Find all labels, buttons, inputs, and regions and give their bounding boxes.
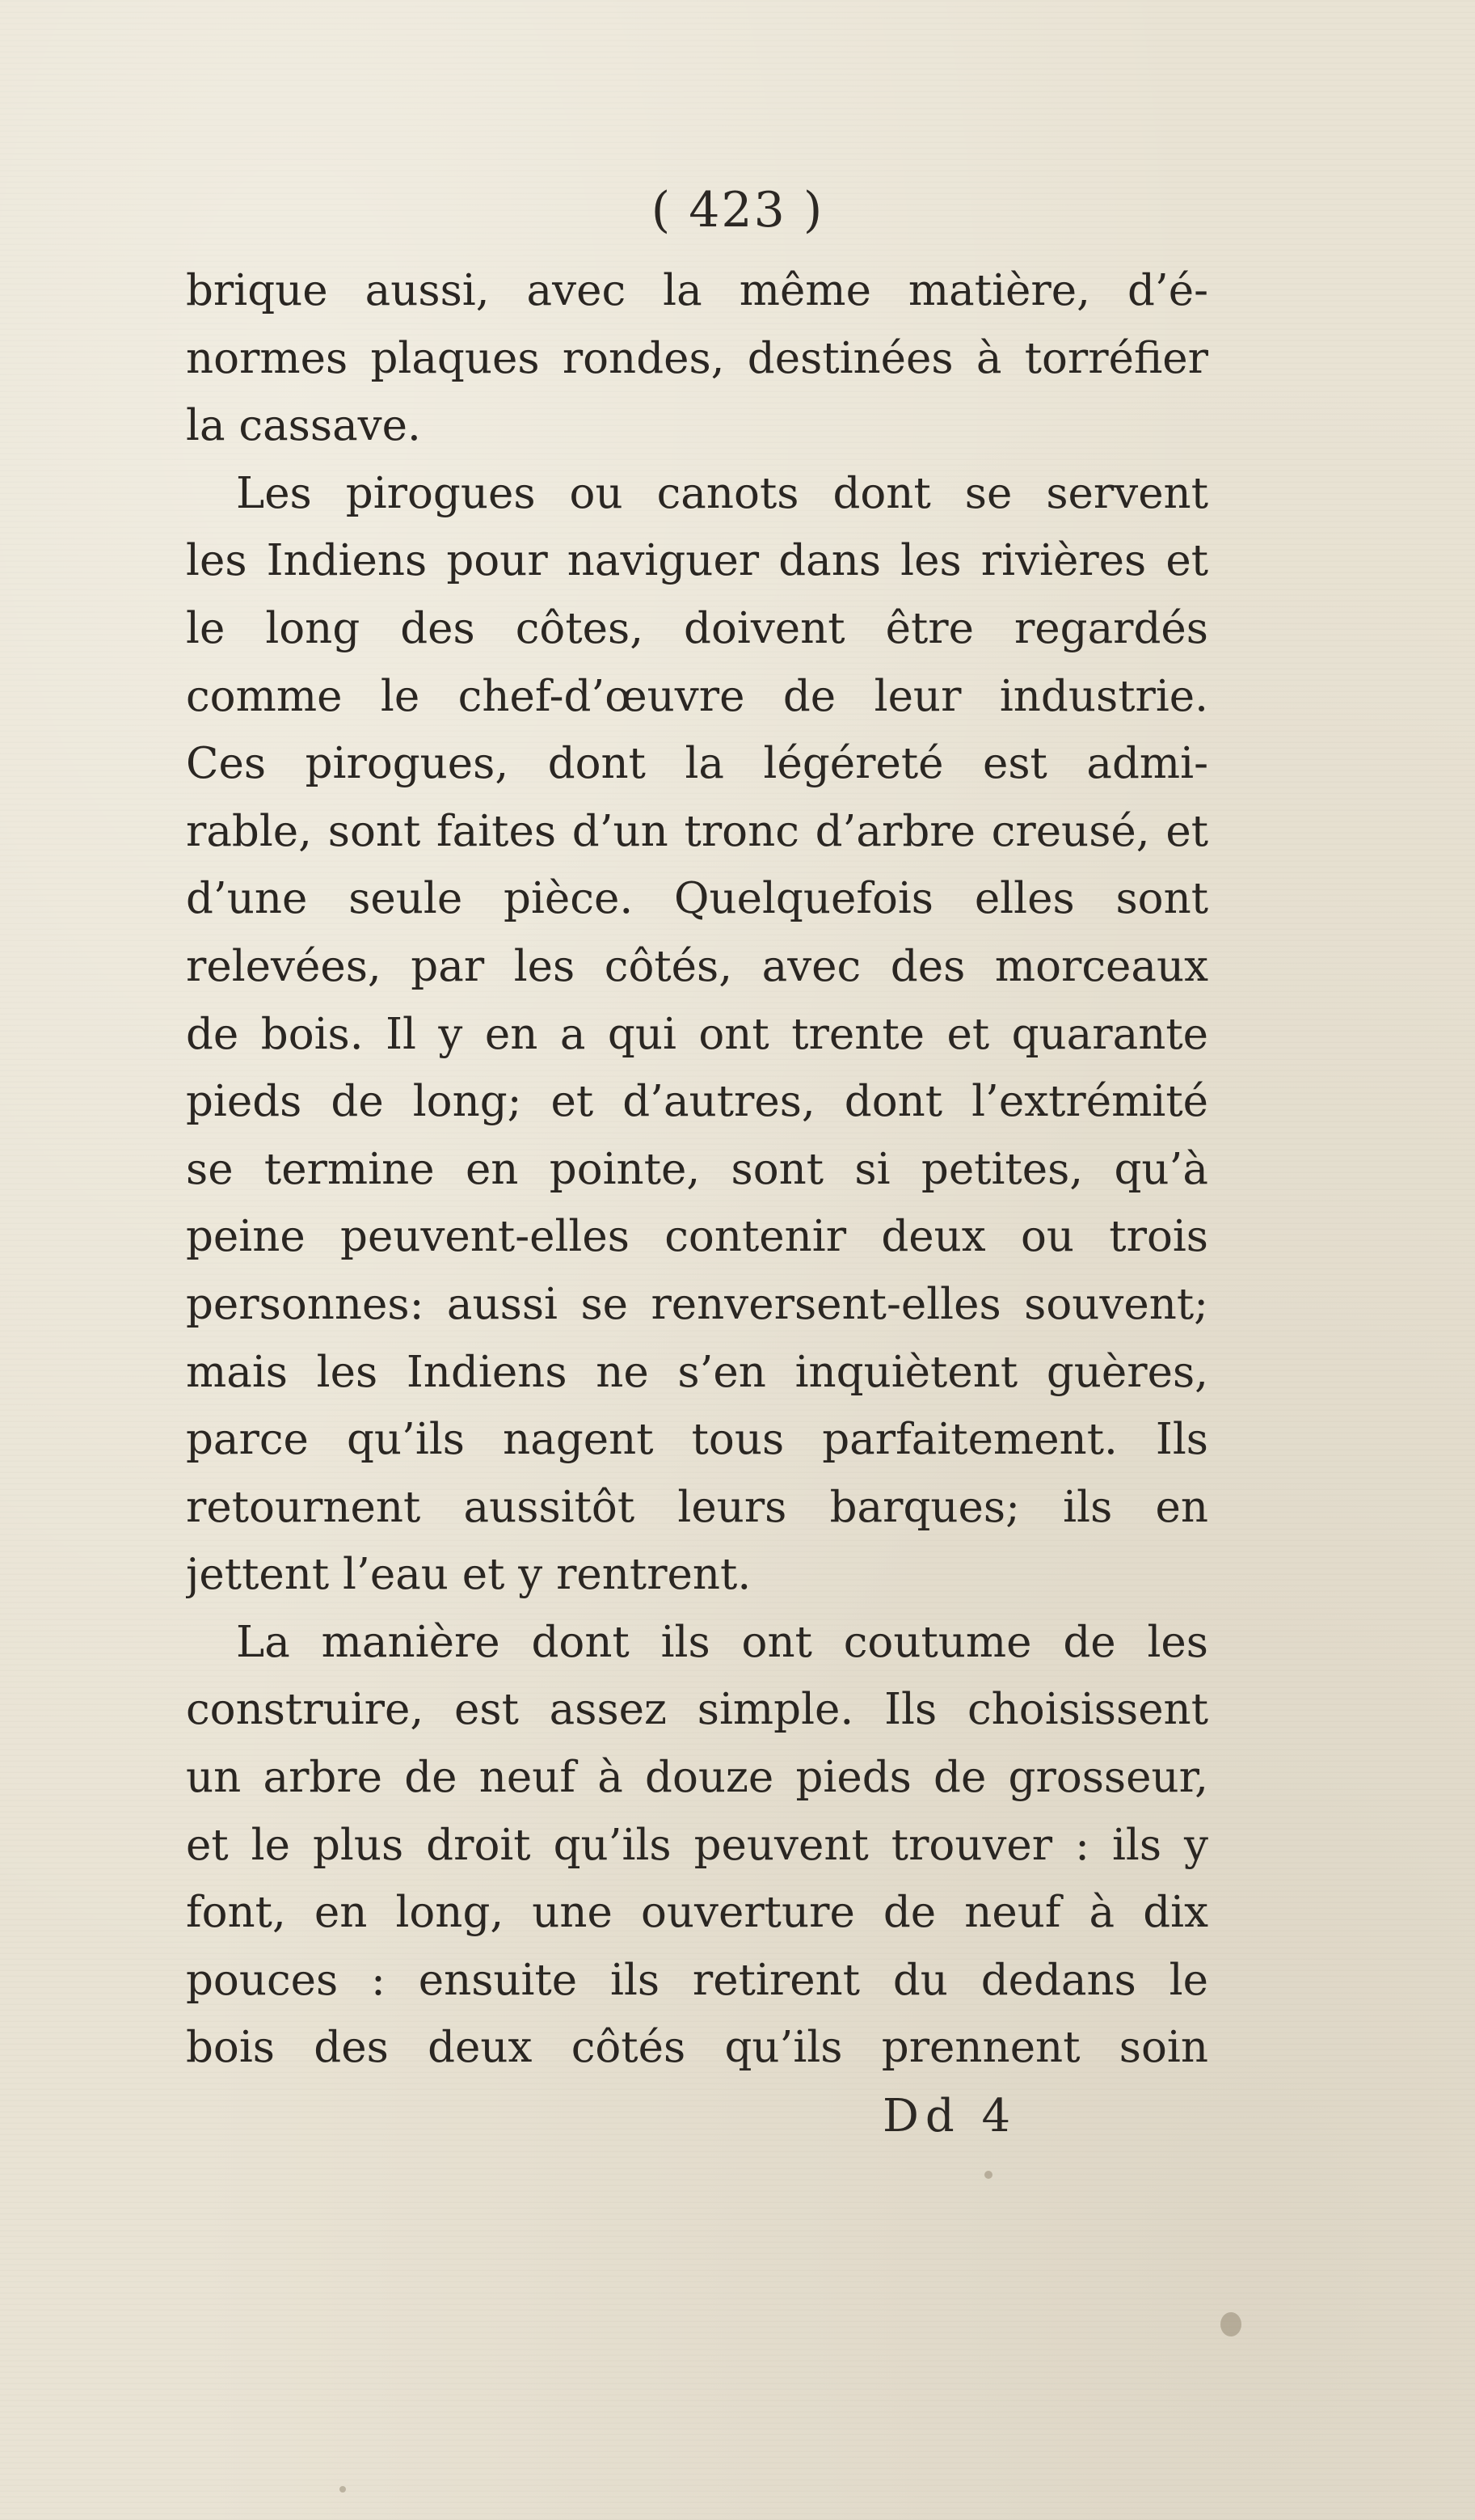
text-line: jettent l’eau et y rentrent. <box>186 1550 752 1600</box>
text-line: se termine en pointe, sont si petites, qu’à <box>186 1144 1208 1194</box>
text-line: font, en long, une ouverture de neuf à dix <box>186 1888 1208 1938</box>
text-line: d’une seule pièce. Quelquefois elles sont <box>186 874 1208 924</box>
text-line: personnes: aussi se renversent-elles souvent; <box>186 1279 1208 1329</box>
text-line: le long des côtes, doivent être regardés <box>186 603 1208 653</box>
text-line: pieds de long; et d’autres, dont l’extrémité <box>186 1077 1208 1127</box>
text-line: retournent aussitôt leurs barques; ils en <box>186 1482 1208 1532</box>
text-line: de bois. Il y en a qui ont trente et quarante <box>186 1009 1208 1059</box>
text-line: Les pirogues ou canots dont se servent <box>236 468 1208 518</box>
foxing-spot <box>984 2171 992 2179</box>
text-line: parce qu’ils nagent tous parfaitement. Ils <box>186 1415 1208 1465</box>
text-line: Ces pirogues, dont la légéreté est admi- <box>186 739 1208 789</box>
text-line: rable, sont faites d’un tronc d’arbre creusé, et <box>186 806 1208 856</box>
text-line: pouces : ensuite ils retirent du dedans le <box>186 1955 1208 2005</box>
text-line: la cassave. <box>186 401 421 451</box>
text-line: les Indiens pour naviguer dans les rivières et <box>186 536 1208 586</box>
foxing-spot <box>339 2486 346 2493</box>
text-line: brique aussi, avec la même matière, d’é- <box>186 266 1208 315</box>
text-line: bois des deux côtés qu’ils prennent soin <box>186 2023 1208 2073</box>
text-line: relevées, par les côtés, avec des morceaux <box>186 941 1208 991</box>
text-line: mais les Indiens ne s’en inquiètent guères, <box>186 1347 1208 1397</box>
text-line: construire, est assez simple. Ils choisissent <box>186 1685 1208 1735</box>
body-text <box>186 257 1208 2082</box>
page-number: ( 423 ) <box>651 182 824 238</box>
signature-mark: Dd 4 <box>883 2090 1018 2142</box>
text-line: un arbre de neuf à douze pieds de grosseur, <box>186 1753 1208 1803</box>
text-line: comme le chef-d’œuvre de leur industrie. <box>186 671 1208 721</box>
text-line: et le plus droit qu’ils peuvent trouver : ils y <box>186 1820 1208 1870</box>
text-line: peine peuvent-elles contenir deux ou trois <box>186 1212 1208 1262</box>
text-line: normes plaques rondes, destinées à torréfier <box>186 333 1208 383</box>
text-line: La manière dont ils ont coutume de les <box>236 1617 1208 1667</box>
foxing-spot <box>1220 2312 1241 2336</box>
